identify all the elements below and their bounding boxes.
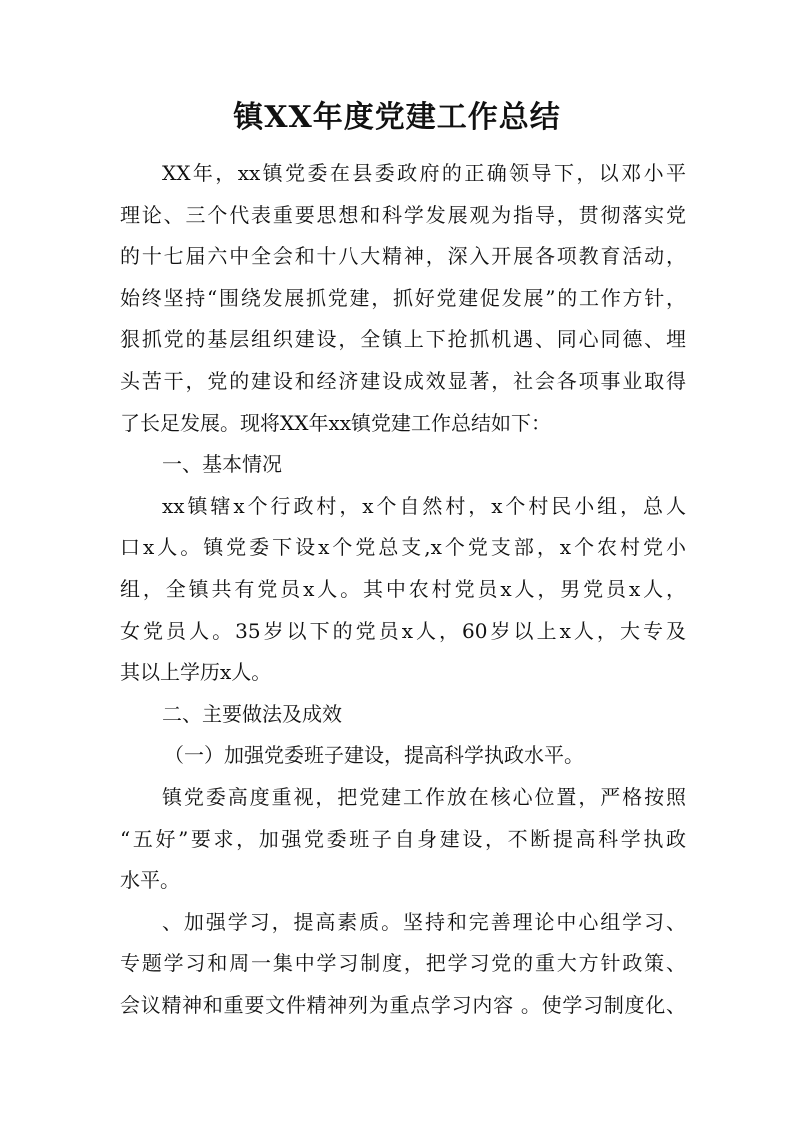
document-body [120, 153, 686, 1026]
section-heading: 二、主要做法及成效 [162, 701, 342, 726]
document-title: 镇XX年度党建工作总结 [233, 100, 561, 135]
paragraph-line: 女党员人。35岁以下的党员x人，60岁以上x人，大专及 [120, 618, 686, 643]
paragraph-line: 了长足发展。现将XX年xx镇党建工作总结如下： [120, 410, 552, 435]
paragraph-line: 组，全镇共有党员x人。其中农村党员x人，男党员x人， [120, 576, 686, 601]
paragraph-line: 理论、三个代表重要思想和科学发展观为指导，贯彻落实党 [120, 202, 686, 227]
section-heading: 一、基本情况 [162, 452, 282, 477]
paragraph-line: 始终坚持“围绕发展抓党建，抓好党建促发展”的工作方针， [120, 285, 686, 310]
paragraph-line: XX年，xx镇党委在县委政府的正确领导下，以邓小平 [162, 161, 686, 185]
paragraph-line: 专题学习和周一集中学习制度，把学习党的重大方针政策、 [120, 951, 686, 976]
paragraph-line: 狠抓党的基层组织建设，全镇上下抢抓机遇、同心同德、埋 [120, 327, 686, 352]
paragraph-line: “五好”要求，加强党委班子自身建设，不断提高科学执政 [120, 826, 686, 851]
paragraph-line: 会议精神和重要文件精神列为重点学习内容 。使学习制度化、 [120, 992, 686, 1017]
paragraph-line: 、加强学习，提高素质。坚持和完善理论中心组学习、 [162, 909, 686, 934]
paragraph-line: 其以上学历x人。 [120, 660, 272, 685]
paragraph-line: 口x人。镇党委下设x个党总支,x个党支部，x个农村党小 [120, 535, 686, 560]
paragraph-line: 镇党委高度重视，把党建工作放在核心位置，严格按照 [162, 784, 686, 809]
paragraph-line: 水平。 [120, 868, 180, 893]
paragraph-line: 头苦干，党的建设和经济建设成效显著，社会各项事业取得 [120, 368, 686, 393]
paragraph-line: xx镇辖x个行政村，x个自然村，x个村民小组，总人 [162, 493, 686, 518]
paragraph-line: 的十七届六中全会和十八大精神，深入开展各项教育活动， [120, 244, 686, 269]
subsection-heading: （一）加强党委班子建设，提高科学执政水平。 [164, 743, 584, 768]
